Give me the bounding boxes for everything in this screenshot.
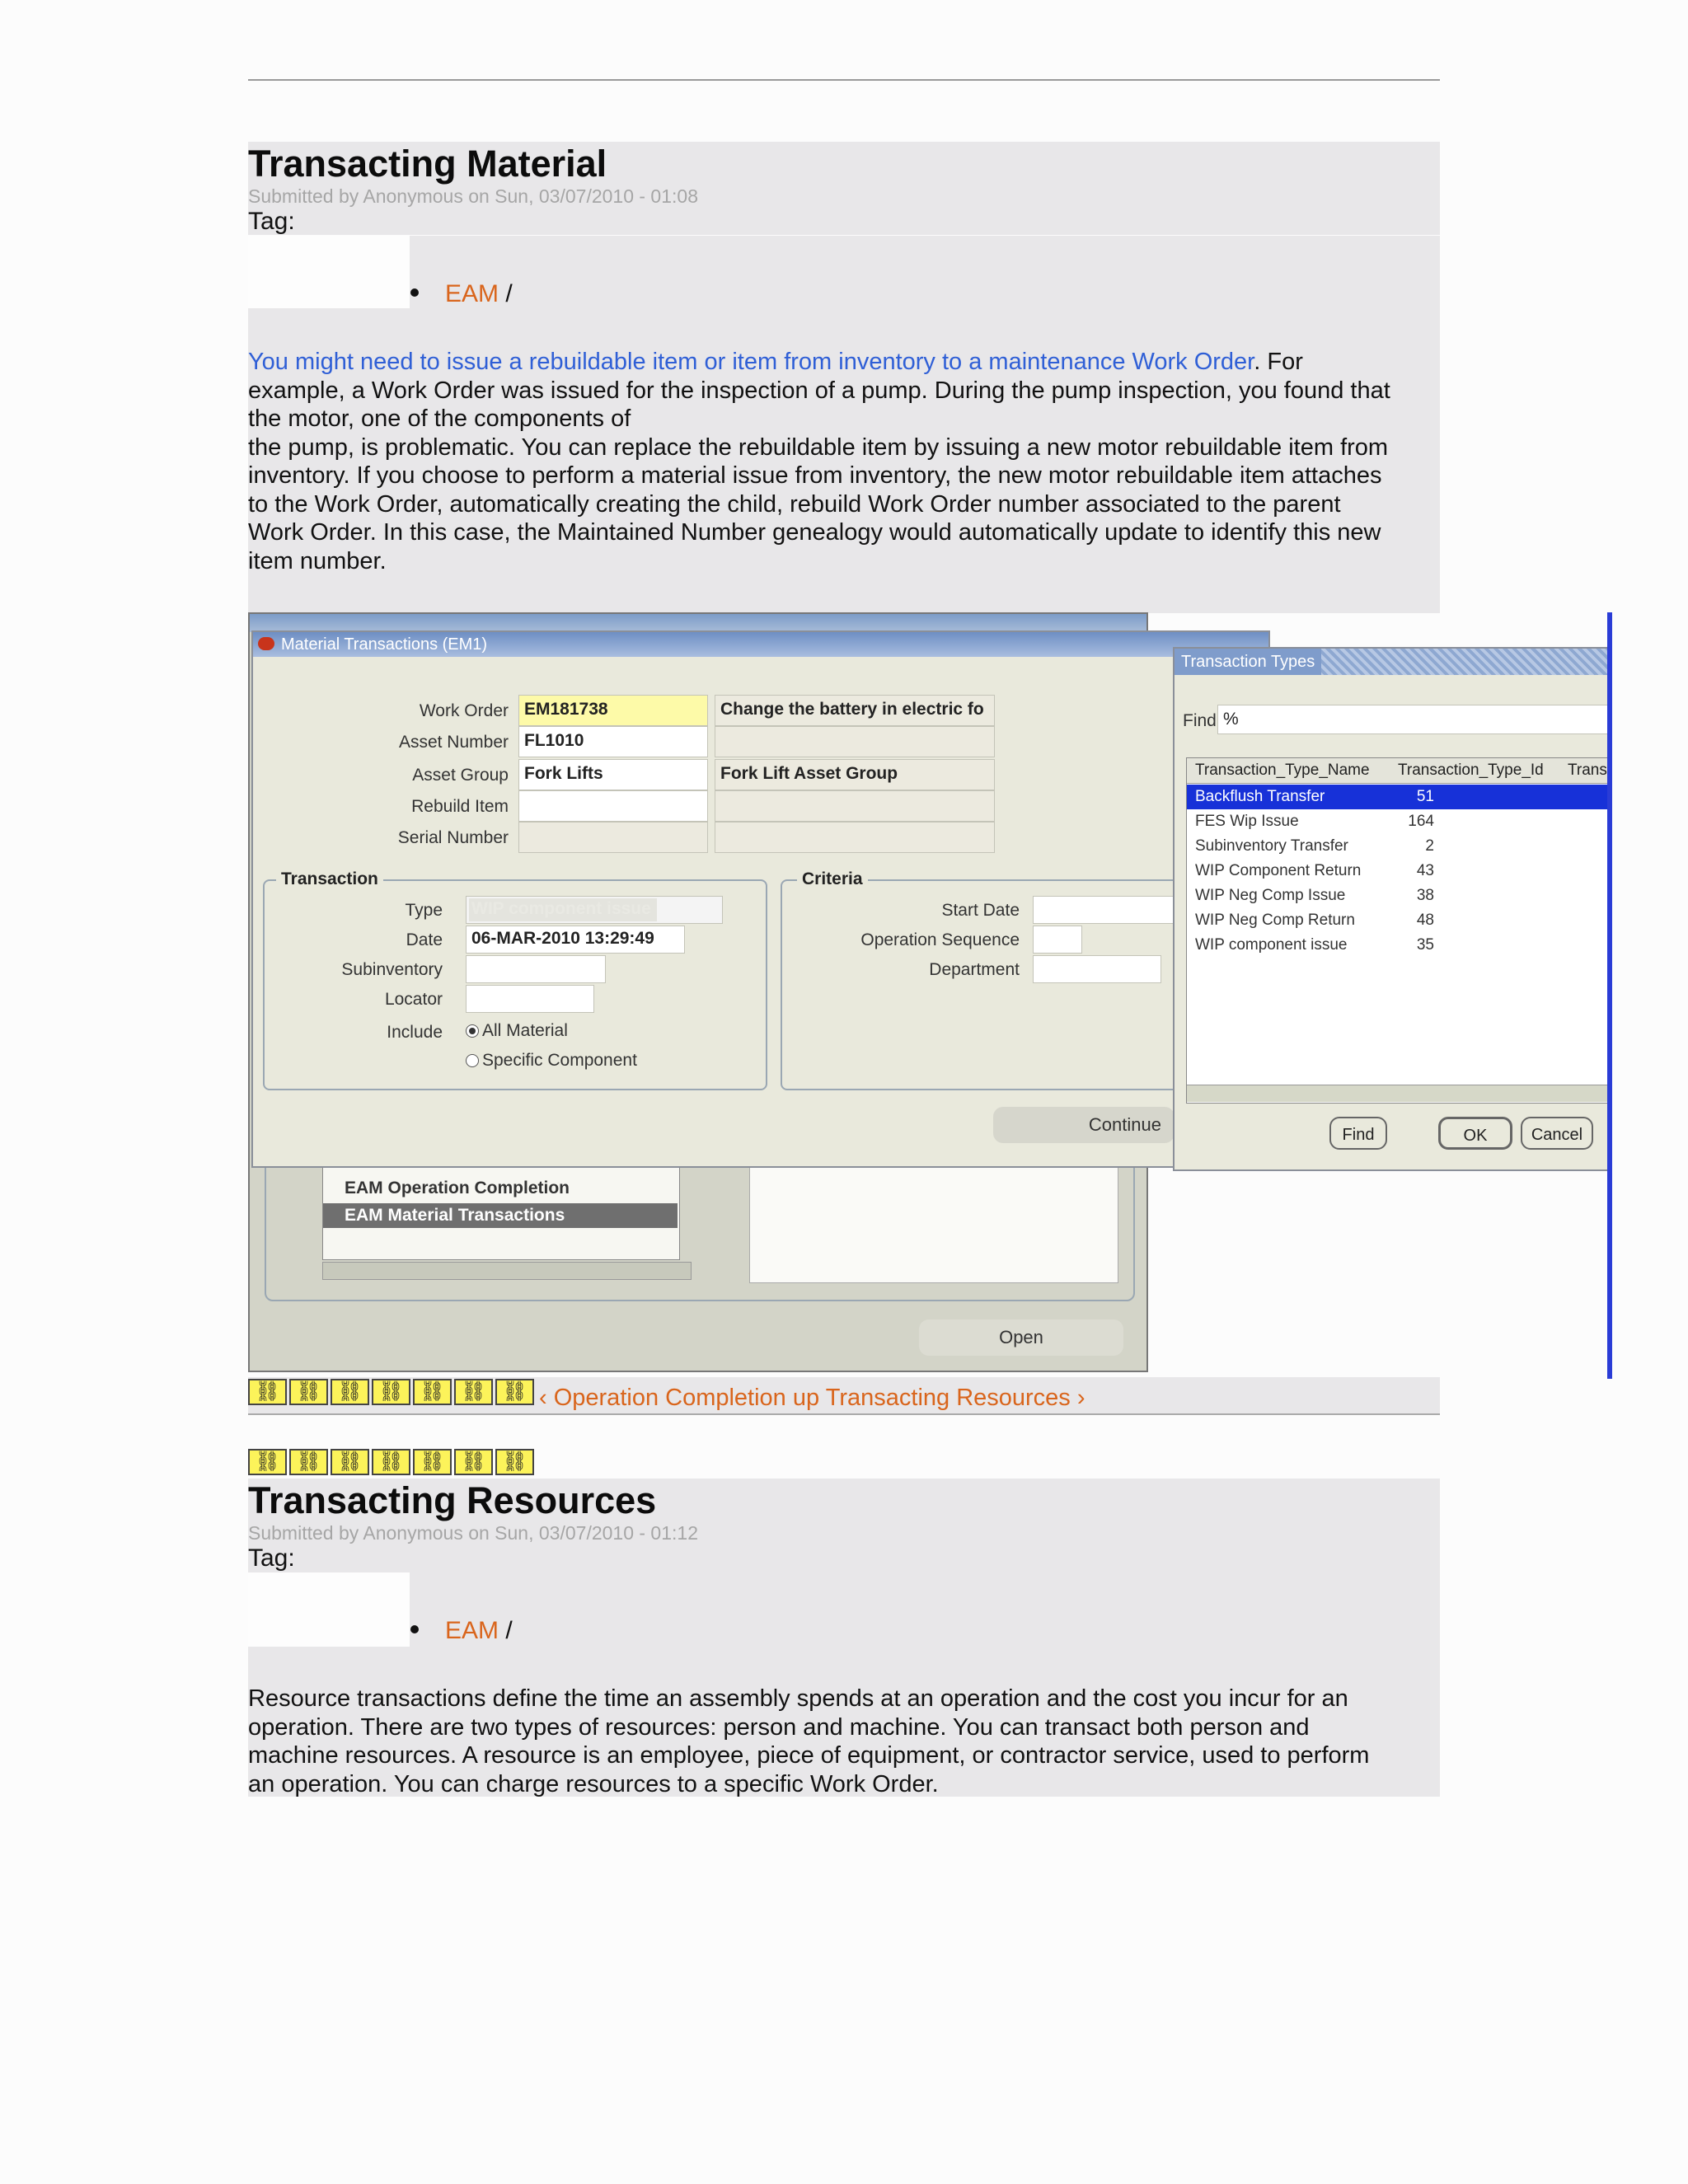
tag-list-item	[410, 1617, 513, 1645]
chain-link-icon: ⛓	[454, 1449, 493, 1475]
date-label: Date	[406, 930, 443, 949]
chain-link-icon: ⛓	[495, 1379, 534, 1405]
embedded-screenshot	[248, 612, 1612, 1379]
find-field[interactable]: %	[1217, 705, 1612, 734]
serial-number-label: Serial Number	[397, 828, 509, 847]
article-body	[248, 1685, 1448, 1798]
table-row[interactable]	[1187, 883, 1612, 908]
oracle-logo-icon	[258, 637, 274, 650]
include-all-material-label: All Material	[482, 1021, 568, 1040]
rebuild-item-label: Rebuild Item	[411, 797, 509, 816]
chain-link-icon: ⛓	[289, 1379, 328, 1405]
body-line: Work Order. In this case, the Maintained Number genealogy would automatically update to identify this new	[248, 519, 1381, 546]
type-field-highlight	[469, 898, 657, 921]
body-line: operation. There are two types of resources: person and machine. You can transact both person and	[248, 1713, 1310, 1741]
row-name: WIP Neg Comp Issue	[1195, 887, 1346, 904]
material-window-title: Material Transactions (EM1)	[253, 632, 1268, 657]
chain-link-icon: ⛓	[331, 1449, 369, 1475]
bullet-icon	[410, 288, 419, 297]
row-id: 2	[1425, 837, 1434, 855]
chain-link-icon: ⛓	[248, 1449, 287, 1475]
include-label: Include	[387, 1023, 443, 1042]
transaction-types-title: Transaction Types	[1175, 649, 1321, 675]
transaction-types-title-bar	[1175, 649, 1611, 675]
work-order-label: Work Order	[419, 701, 509, 720]
pager-next-link[interactable]: Transacting Resources ›	[825, 1385, 1085, 1411]
body-line: to the Work Order, automatically creating the child, rebuild Work Order number associated to the parent	[248, 490, 1341, 518]
row-id: 38	[1416, 887, 1434, 904]
row-name: WIP Neg Comp Return	[1195, 912, 1355, 929]
criteria-group-title: Criteria	[797, 869, 868, 889]
intro-link[interactable]: You might need to issue a rebuildable item or item from inventory to a maintenance Work Order	[248, 349, 1254, 375]
radio-unselected-icon	[466, 1054, 479, 1067]
chain-link-icon: ⛓	[289, 1449, 328, 1475]
top-divider	[248, 79, 1440, 81]
body-line: example, a Work Order was issued for the inspection of a pump. During the pump inspection, you found that	[248, 377, 1390, 404]
nav-item-material-transactions[interactable]: EAM Material Transactions	[323, 1203, 678, 1228]
find-button[interactable]: Find	[1329, 1117, 1387, 1150]
transaction-types-grid	[1186, 757, 1612, 1104]
body-line: . For	[1254, 349, 1303, 375]
asset-group-description-field: Fork Lift Asset Group	[715, 759, 995, 790]
continue-button[interactable]: Continue	[993, 1107, 1175, 1143]
screenshot-edge	[1607, 612, 1612, 1379]
body-line: item number.	[248, 547, 387, 574]
chain-link-icon: ⛓	[372, 1379, 410, 1405]
serial-number-field[interactable]	[518, 822, 708, 853]
body-line: the pump, is problematic. You can replace the rebuildable item by issuing a new motor rebuildable item from	[248, 434, 1389, 461]
chain-link-icon: ⛓	[372, 1449, 410, 1475]
chain-icons	[248, 1379, 537, 1405]
chain-link-icon: ⛓	[413, 1449, 452, 1475]
asset-number-label: Asset Number	[398, 733, 509, 752]
tag-link-eam[interactable]: EAM	[445, 280, 499, 307]
work-order-description-field: Change the battery in electric fo	[715, 695, 995, 726]
chain-link-icon: ⛓	[454, 1379, 493, 1405]
chain-link-icon: ⛓	[248, 1379, 287, 1405]
work-order-field[interactable]: EM181738	[518, 695, 708, 726]
asset-number-description-field	[715, 726, 995, 757]
start-date-label: Start Date	[941, 901, 1020, 920]
body-line: inventory. If you choose to perform a material issue from inventory, the new motor rebuildable item attaches	[248, 462, 1382, 489]
chain-link-icon: ⛓	[495, 1449, 534, 1475]
tag-label: Tag:	[248, 1544, 295, 1572]
grid-horizontal-scrollbar[interactable]	[1187, 1085, 1612, 1102]
chain-link-icon: ⛓	[413, 1379, 452, 1405]
transaction-group-title: Transaction	[276, 869, 383, 889]
column-header-id[interactable]: Transaction_Type_Id	[1398, 762, 1544, 779]
tag-separator: /	[505, 280, 513, 307]
row-id: 48	[1416, 912, 1434, 929]
table-row[interactable]	[1187, 809, 1612, 834]
table-row[interactable]	[1187, 859, 1612, 883]
row-name: WIP component issue	[1195, 936, 1348, 954]
start-date-field[interactable]	[1033, 896, 1189, 924]
row-name: FES Wip Issue	[1195, 813, 1299, 830]
article-title[interactable]: Transacting Material	[248, 143, 607, 185]
body-line: machine resources. A resource is an employee, piece of equipment, or contractor service, used to perform	[248, 1742, 1370, 1769]
pager-links	[539, 1385, 1085, 1412]
table-row[interactable]	[1187, 834, 1612, 859]
row-name: WIP Component Return	[1195, 862, 1362, 879]
operation-sequence-field[interactable]	[1033, 926, 1082, 954]
nav-item-operation-completion[interactable]: EAM Operation Completion	[345, 1179, 570, 1197]
bullet-icon	[410, 1625, 419, 1633]
subinventory-field[interactable]	[466, 955, 606, 983]
row-name: Backflush Transfer	[1195, 788, 1325, 805]
include-specific-component-label: Specific Component	[482, 1051, 637, 1070]
navigator-title-bar	[250, 614, 1146, 632]
ok-button[interactable]: OK	[1438, 1117, 1512, 1150]
asset-group-field[interactable]: Fork Lifts	[518, 759, 708, 790]
tag-list-item	[410, 280, 513, 308]
locator-label: Locator	[384, 990, 443, 1009]
tag-link-eam[interactable]: EAM	[445, 1617, 499, 1644]
find-label: Find	[1183, 711, 1217, 730]
include-specific-component-radio[interactable]	[466, 1051, 637, 1071]
cancel-button[interactable]: Cancel	[1521, 1117, 1593, 1150]
tag-list-bg-right	[410, 1572, 1440, 1647]
material-transactions-window	[251, 630, 1270, 1168]
department-label: Department	[929, 960, 1020, 979]
column-header-trans[interactable]: Trans	[1568, 762, 1607, 779]
body-line: an operation. You can charge resources to a specific Work Order.	[248, 1770, 939, 1797]
table-row[interactable]	[1187, 908, 1612, 933]
chain-icons	[248, 1449, 537, 1475]
row-id: 35	[1416, 936, 1434, 954]
open-button[interactable]: Open	[919, 1319, 1123, 1356]
row-id: 51	[1416, 788, 1434, 805]
serial-number-description-field	[715, 822, 995, 853]
tag-label: Tag:	[248, 208, 295, 235]
row-name: Subinventory Transfer	[1195, 837, 1348, 855]
tag-separator: /	[505, 1617, 513, 1644]
row-id: 43	[1416, 862, 1434, 879]
rebuild-item-description-field	[715, 790, 995, 822]
grid-header	[1187, 758, 1612, 784]
asset-number-field[interactable]: FL1010	[518, 726, 708, 757]
transaction-types-window	[1173, 647, 1612, 1171]
type-label: Type	[405, 901, 443, 920]
tag-list-bg	[248, 1572, 410, 1647]
pager-prev-link[interactable]: ‹ Operation Completion	[539, 1385, 786, 1411]
include-all-material-radio[interactable]	[466, 1021, 568, 1041]
article-title[interactable]: Transacting Resources	[248, 1479, 657, 1521]
rebuild-item-field[interactable]	[518, 790, 708, 822]
asset-group-label: Asset Group	[412, 766, 509, 785]
operation-sequence-label: Operation Sequence	[860, 930, 1020, 949]
radio-selected-icon	[466, 1024, 479, 1038]
tag-list-bg	[248, 236, 410, 308]
chain-link-icon: ⛓	[331, 1379, 369, 1405]
body-line: Resource transactions define the time an assembly spends at an operation and the cost you incur for an	[248, 1685, 1348, 1712]
subinventory-label: Subinventory	[341, 960, 443, 979]
article-meta: Submitted by Anonymous on Sun, 03/07/2010 - 01:08	[248, 185, 698, 207]
department-field[interactable]	[1033, 955, 1161, 983]
table-row[interactable]	[1187, 785, 1612, 809]
navigator-horizontal-scrollbar[interactable]	[322, 1262, 692, 1280]
tag-list-bg-right	[410, 236, 1440, 308]
body-line: the motor, one of the components of	[248, 405, 631, 432]
pager-up-link[interactable]: up	[792, 1385, 820, 1411]
article-meta: Submitted by Anonymous on Sun, 03/07/2010 - 01:12	[248, 1522, 698, 1544]
article-body	[248, 348, 1448, 575]
locator-field[interactable]	[466, 985, 594, 1013]
date-field[interactable]: 06-MAR-2010 13:29:49	[466, 926, 685, 954]
column-header-name[interactable]: Transaction_Type_Name	[1195, 762, 1370, 779]
row-id: 164	[1408, 813, 1434, 830]
table-row[interactable]	[1187, 933, 1612, 958]
